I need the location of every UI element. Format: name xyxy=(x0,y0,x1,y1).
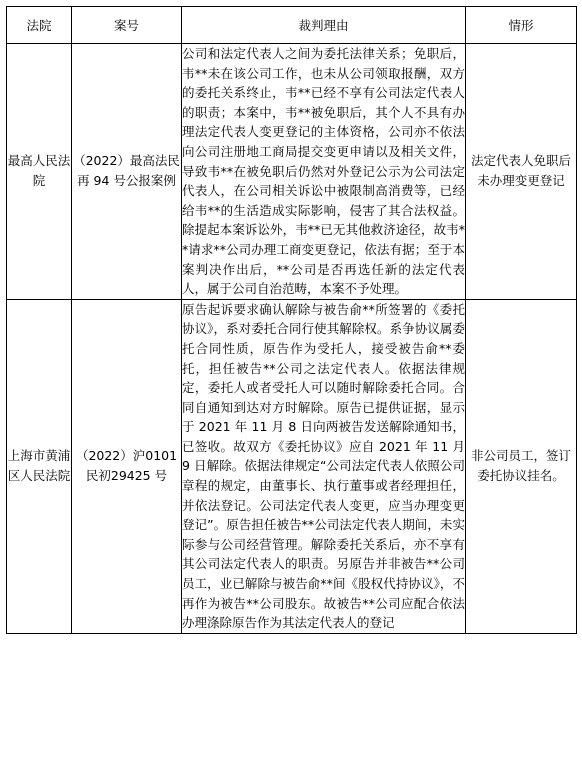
header-reasoning: 裁判理由 xyxy=(182,7,466,44)
cell-reasoning: 公司和法定代表人之间为委托法律关系；免职后，韦**未在该公司工作，也未从公司领取报酬，双方的委托关系终止，韦**已经不享有公司法定代表人的职责；本案中，韦**被免职后，其个人不具有办理法定代表人变更登记的主体资格，公司亦不依法向公司注册地工商局提交变更申请以及相关文件，导致韦**在被免职后仍然对外登记公示为公司法定代表人，在公司相关诉讼中被限制高消费等，已经给韦**的生活造成实际影响，侵害了其合法权益。除提起本案诉讼外，韦**已无其他救济途径，故韦**请求**公司办理工商变更登记，依法有据；至于本案判决作出后，**公司是否再选任新的法定代表人，属于公司自治范畴，本案不予处理。 xyxy=(182,44,466,300)
header-case-no: 案号 xyxy=(72,7,182,44)
header-situation: 情形 xyxy=(466,7,577,44)
header-row xyxy=(7,7,577,44)
cell-situation: 法定代表人免职后未办理变更登记 xyxy=(466,44,577,300)
header-court: 法院 xyxy=(7,7,72,44)
cell-case-no: （2022）沪0101 民初29425 号 xyxy=(72,299,182,633)
table-row xyxy=(7,299,577,633)
table-row xyxy=(7,44,577,300)
cell-court: 上海市黄浦区人民法院 xyxy=(7,299,72,633)
cell-court: 最高人民法院 xyxy=(7,44,72,300)
cell-case-no: （2022）最高法民再 94 号公报案例 xyxy=(72,44,182,300)
cell-reasoning: 原告起诉要求确认解除与被告俞**所签署的《委托协议》，系对委托合同行使其解除权。系争协议属委托合同性质，原告作为受托人，接受被告俞**委托，担任被告**公司之法定代表人。依据法律规定，委托人或者受托人可以随时解除委托合同。合同自通知到达对方时解除。原告已提供证据，显示于 2021 年 11 月 8 日向两被告发送解除通知书，已签收。故双方《委托协议》应自 2021 年 11 月 9 日解除。依据法律规定“公司法定代表人依照公司章程的规定，由董事长、执行董事或者经理担任，并依法登记。公司法定代表人变更，应当办理变更登记”。原告担任被告**公司法定代表人期间，未实际参与公司经营管理。解除委托关系后，亦不享有其公司法定代表人的职责。另原告并非被告**公司员工，业已解除与被告俞**间《股权代持协议》，不再作为被告**公司股东。故被告**公司应配合依法办理涤除原告作为其法定代表人的登记 xyxy=(182,299,466,633)
judgment-table xyxy=(6,6,577,634)
cell-situation: 非公司员工，签订委托协议挂名。 xyxy=(466,299,577,633)
